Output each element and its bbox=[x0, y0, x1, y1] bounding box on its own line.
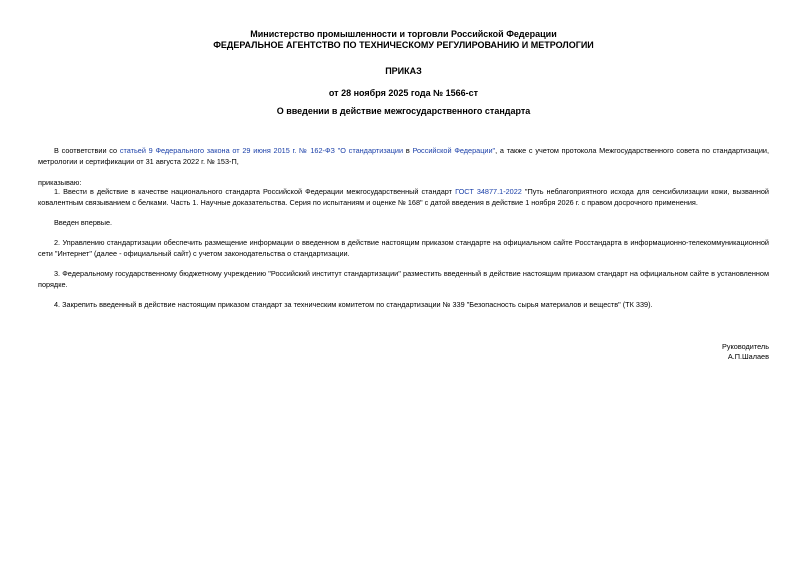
federal-law-link[interactable]: статьей 9 Федерального закона от 29 июня 2015 г. № 162-ФЗ "О стандартизации bbox=[119, 146, 404, 155]
ministry-name: Министерство промышленности и торговли Российской Федерации bbox=[250, 29, 557, 39]
preamble-text: , а также с учетом протокола Межгосударственного совета по стандартизации, метрологии и сертификации от 31 августа 2022 г. № 153-П, bbox=[38, 146, 770, 166]
document-subject: О введении в действие межгосударственного стандарта bbox=[276, 106, 531, 116]
item-1-text: "Путь неблагоприятного исхода для сенсибилизации кожи, вызванной ковалентным связыванием с белками. Часть 1. Научные доказательства. Серия по испытаниям и оценке № 168" с датой введения в действие 1 ноября 2026 г. с правом досрочного применения. bbox=[38, 187, 769, 207]
signatory-title: Руководитель bbox=[721, 342, 769, 351]
item-3-paragraph: 3. Федеральному государственному бюджетному учреждению "Российский институт стандартизации" разместить введенный в действие настоящим приказом стандарт на официальном сайте в установленном порядке. bbox=[38, 269, 769, 289]
gost-link[interactable]: ГОСТ 34877.1-2022 bbox=[455, 187, 522, 196]
russian-federation-link[interactable]: Российской Федерации" bbox=[412, 146, 496, 155]
order-word: приказываю: bbox=[38, 178, 82, 187]
item-4-paragraph: 4. Закрепить введенный в действие настоящим приказом стандарт за техническим комитетом по стандартизации № 339 "Безопасность сырья материалов и веществ" (ТК 339). bbox=[54, 300, 653, 309]
preamble-text: в bbox=[403, 146, 413, 155]
preamble-text: В соответствии со bbox=[54, 146, 120, 155]
item-1-paragraph bbox=[38, 186, 769, 208]
signatory-name: А.П.Шалаев bbox=[727, 352, 769, 361]
document-date-number: от 28 ноября 2025 года № 1566-ст bbox=[328, 88, 479, 98]
item-2-paragraph: 2. Управлению стандартизации обеспечить размещение информации о введенном в действие настоящим приказом стандарте на официальном сайте Росстандарта в информационно-телекоммуникационной сети "Интернет" (далее - официальный сайт) с учетом законодательства о стандартизации. bbox=[38, 238, 769, 258]
introduced-first-note: Введен впервые. bbox=[54, 218, 113, 227]
agency-name: ФЕДЕРАЛЬНОЕ АГЕНТСТВО ПО ТЕХНИЧЕСКОМУ РЕГУЛИРОВАНИЮ И МЕТРОЛОГИИ bbox=[213, 40, 594, 50]
preamble-paragraph bbox=[38, 145, 769, 167]
document-type: ПРИКАЗ bbox=[385, 66, 422, 76]
item-1-text: 1. Ввести в действие в качестве национального стандарта Российской Федерации межгосударственный стандарт bbox=[54, 187, 456, 196]
